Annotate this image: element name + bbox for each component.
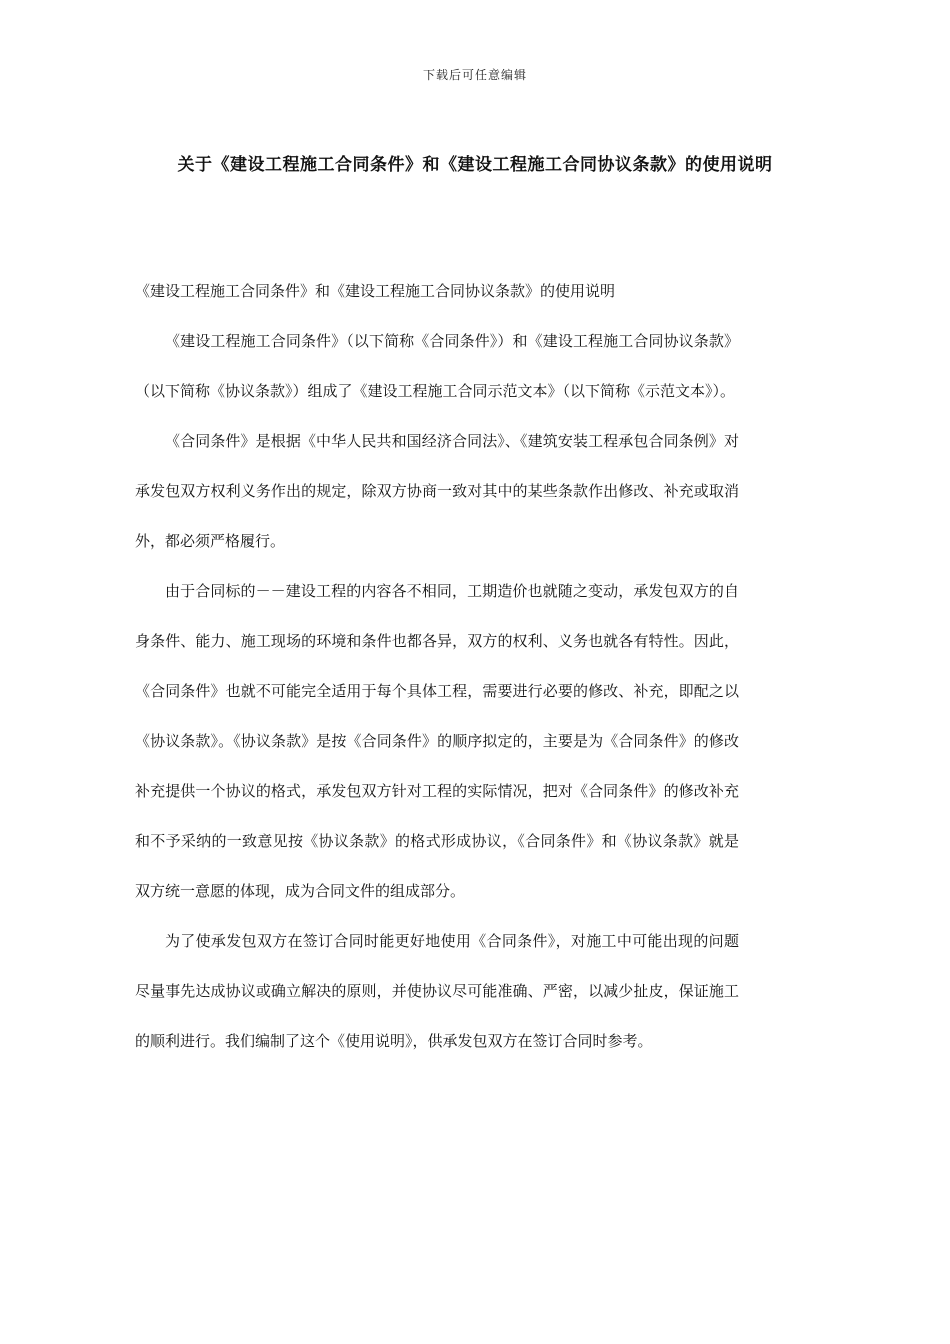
document-subtitle: 《建设工程施工合同条件》和《建设工程施工合同协议条款》的使用说明: [135, 282, 616, 300]
document-body: [135, 266, 739, 1066]
paragraph-4: 为了使承发包双方在签订合同时能更好地使用《合同条件》，对施工中可能出现的问题尽量事先达成协议或确立解决的原则，并使协议尽可能准确、严密，以减少扯皮，保证施工的顺利进行。我们编制了这个《使用说明》，供承发包双方在签订合同时参考。: [135, 932, 739, 1050]
paragraph-1: 《建设工程施工合同条件》（以下简称《合同条件》）和《建设工程施工合同协议条款》（以下简称《协议条款》）组成了《建设工程施工合同示范文本》（以下简称《示范文本》）。: [135, 332, 739, 400]
document-title: 关于《建设工程施工合同条件》和《建设工程施工合同协议条款》的使用说明: [177, 155, 773, 175]
header-note: 下载后可任意编辑: [422, 68, 527, 82]
paragraph-2: 《合同条件》是根据《中华人民共和国经济合同法》、《建筑安装工程承包合同条例》对承发包双方权利义务作出的规定，除双方协商一致对其中的某些条款作出修改、补充或取消外，都必须严格履行。: [135, 432, 739, 550]
paragraph-3: 由于合同标的－－建设工程的内容各不相同，工期造价也就随之变动，承发包双方的自身条件、能力、施工现场的环境和条件也都各异，双方的权利、义务也就各有特性。因此，《合同条件》也就不可能完全适用于每个具体工程，需要进行必要的修改、补充，即配之以《协议条款》。《协议条款》是按《合同条件》的顺序拟定的，主要是为《合同条件》的修改补充提供一个协议的格式，承发包双方针对工程的实际情况，把对《合同条件》的修改补充和不予采纳的一致意见按《协议条款》的格式形成协议，《合同条件》和《协议条款》就是双方统一意愿的体现，成为合同文件的组成部分。: [135, 582, 739, 900]
